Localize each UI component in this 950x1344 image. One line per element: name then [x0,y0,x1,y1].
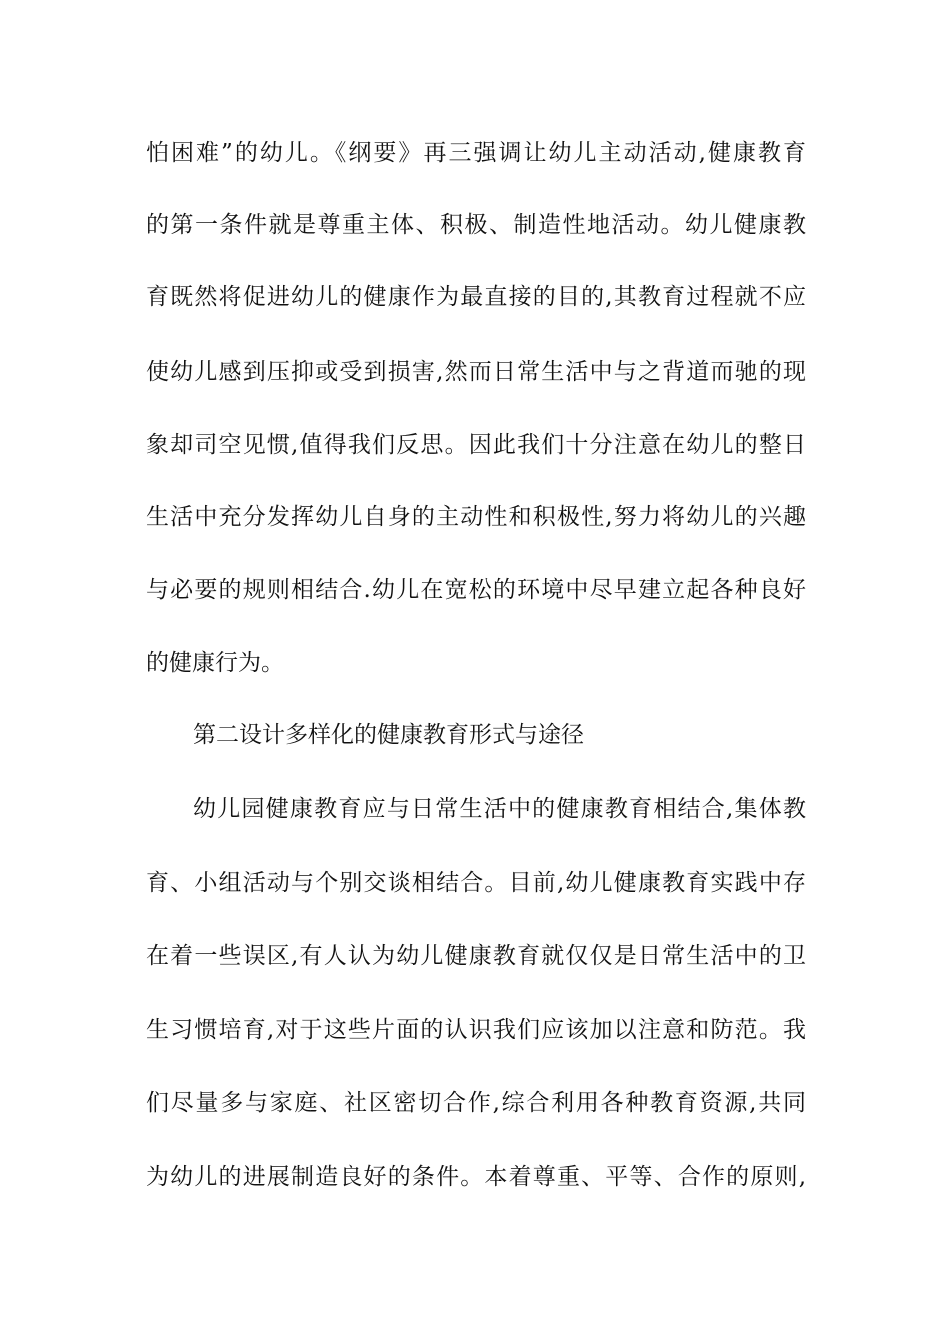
paragraph-3-line-6: 为幼儿的进展制造良好的条件。本着尊重、平等、合作的原则, [146,1164,806,1190]
paragraph-3-line-5: 们尽量多与家庭、社区密切合作,综合利用各种教育资源,共同 [146,1090,806,1116]
paragraph-1-line-3: 育既然将促进幼儿的健康作为最直接的目的,其教育过程就不应 [146,284,806,310]
paragraph-1-line-4: 使幼儿感到压抑或受到损害,然而日常生活中与之背道而驰的现 [146,359,806,385]
paragraph-1-line-2: 的第一条件就是尊重主体、积极、制造性地活动。幼儿健康教 [146,212,806,238]
paragraph-3-line-1: 幼儿园健康教育应与日常生活中的健康教育相结合,集体教 [193,796,806,822]
section-heading: 第二设计多样化的健康教育形式与途径 [193,722,584,748]
paragraph-1-line-5: 象却司空见惯,值得我们反思。因此我们十分注意在幼儿的整日 [146,432,806,458]
paragraph-1-line-7: 与必要的规则相结合.幼儿在宽松的环境中尽早建立起各种良好 [146,577,806,603]
paragraph-3-line-2: 育、小组活动与个别交谈相结合。目前,幼儿健康教育实践中存 [146,870,806,896]
paragraph-3-line-3: 在着一些误区,有人认为幼儿健康教育就仅仅是日常生活中的卫 [146,943,806,969]
paragraph-1-line-8: 的健康行为。 [146,650,284,676]
paragraph-1-line-6: 生活中充分发挥幼儿自身的主动性和积极性,努力将幼儿的兴趣 [146,504,806,530]
paragraph-3-line-4: 生习惯培育,对于这些片面的认识我们应该加以注意和防范。我 [146,1017,806,1043]
paragraph-1-line-1: 怕困难”的幼儿。《纲要》再三强调让幼儿主动活动,健康教育 [146,140,806,166]
